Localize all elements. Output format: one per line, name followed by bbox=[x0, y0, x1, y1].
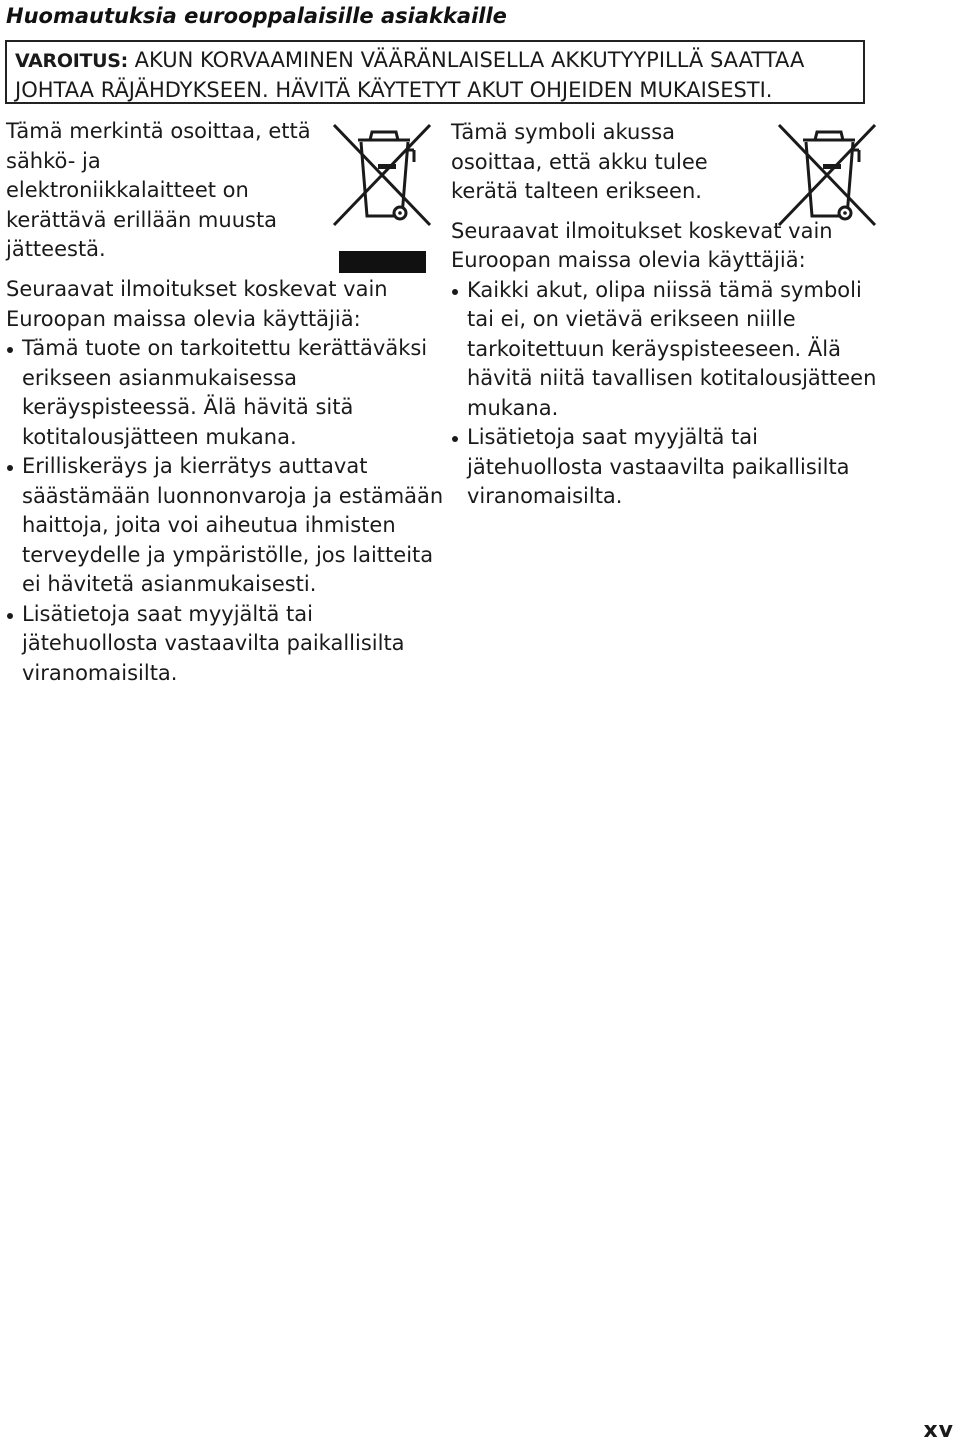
list-item: Erilliskeräys ja kierrätys auttavat säästämään luonnonvaroja ja estämään haittoja, joita voi aiheutua ihmisten terveydelle ja ympäristölle, jos laitteita ei hävitetä asianmukaisesti. bbox=[6, 452, 446, 600]
list-item: Lisätietoja saat myyjältä tai jätehuollosta vastaavilta paikallisilta viranomaisilta. bbox=[6, 600, 446, 689]
battery-bullet-list bbox=[451, 276, 891, 512]
battery-intro-text: Tämä symboli akussa osoittaa, että akku tulee kerätä talteen erikseen. bbox=[451, 120, 708, 203]
weee-notices bbox=[6, 275, 446, 688]
weee-intro-text: Tämä merkintä osoittaa, että sähkö- ja elektroniikkalaitteet on kerättävä erillään muusta jätteestä. bbox=[6, 119, 311, 261]
solid-bar-mark bbox=[339, 251, 426, 273]
weee-intro bbox=[6, 117, 316, 265]
warning-text: AKUN KORVAAMINEN VÄÄRÄNLAISELLA AKKUTYYPILLÄ SAATTAA JOHTAA RÄJÄHDYKSEEN. HÄVITÄ KÄYTETYT AKUT OHJEIDEN MUKAISESTI. bbox=[15, 48, 805, 102]
weee-bullet-list bbox=[6, 334, 446, 688]
battery-notices bbox=[451, 118, 891, 512]
list-item: Kaikki akut, olipa niissä tämä symboli tai ei, on vietävä erikseen niille tarkoitettuun keräyspisteeseen. Älä hävitä niitä tavallisen kotitalousjätteen mukana. bbox=[451, 276, 891, 424]
crossed-out-wheelie-bin-icon bbox=[330, 122, 436, 232]
warning-label: VAROITUS: bbox=[15, 50, 128, 72]
battery-lead: Seuraavat ilmoitukset koskevat vain Euroopan maissa olevia käyttäjiä: bbox=[451, 218, 833, 272]
page-number: xv bbox=[923, 1418, 954, 1443]
page-heading: Huomautuksia eurooppalaisille asiakkaille bbox=[6, 4, 507, 28]
weee-lead: Seuraavat ilmoitukset koskevat vain Euroopan maissa olevia käyttäjiä: bbox=[6, 277, 388, 331]
list-item: Tämä tuote on tarkoitettu kerättäväksi erikseen asianmukaisessa keräyspisteessä. Älä hävitä sitä kotitalousjätteen mukana. bbox=[6, 334, 446, 452]
list-item: Lisätietoja saat myyjältä tai jätehuollosta vastaavilta paikallisilta viranomaisilta. bbox=[451, 423, 891, 512]
warning-box bbox=[5, 40, 865, 104]
